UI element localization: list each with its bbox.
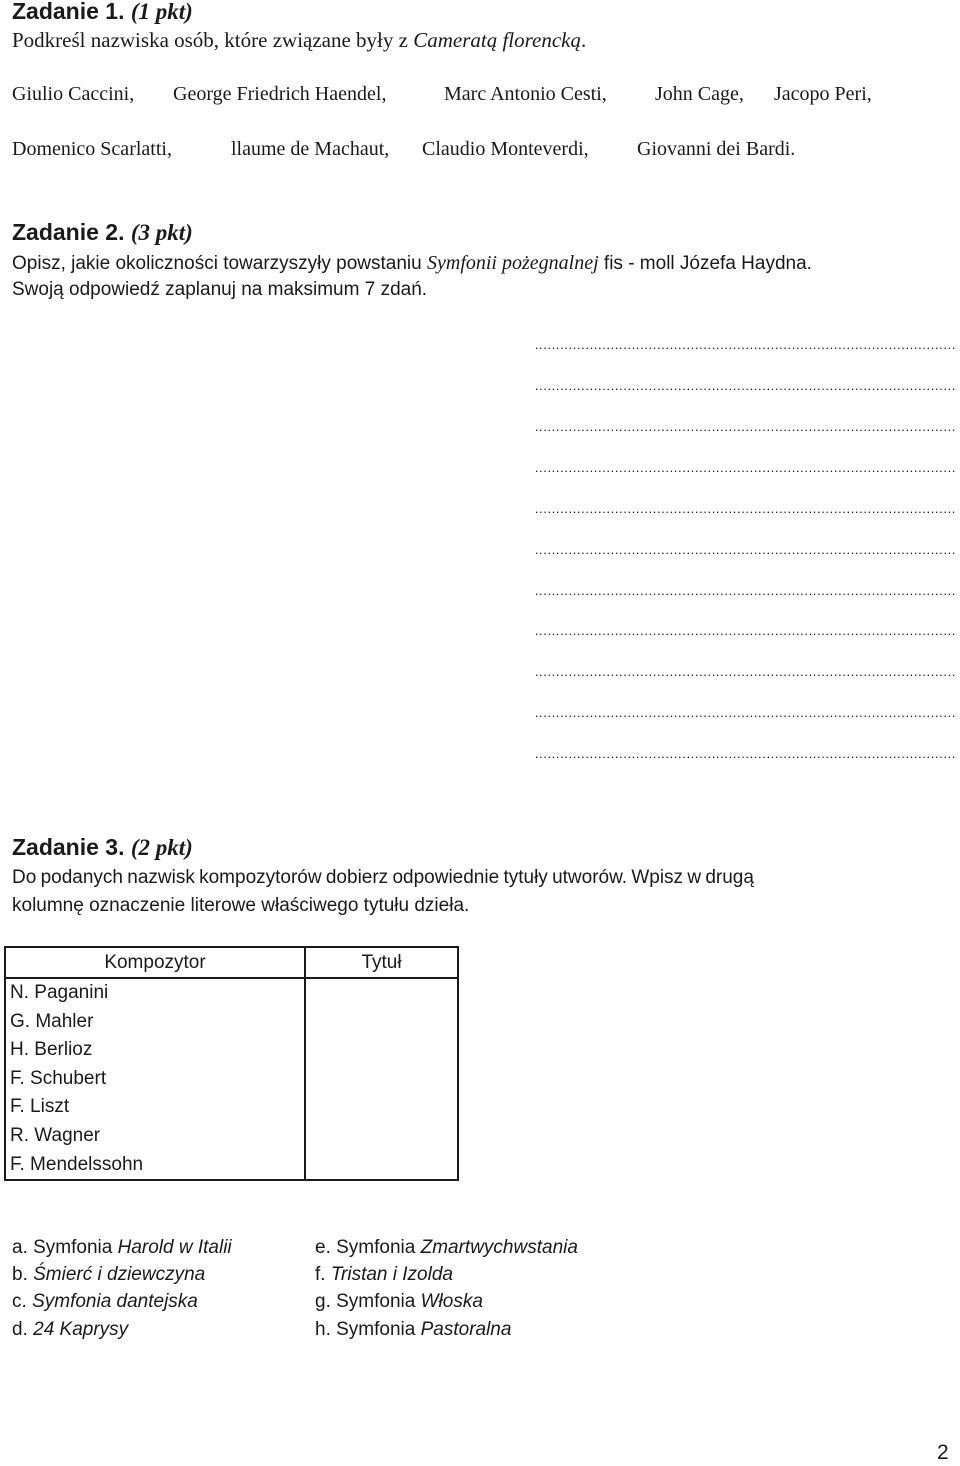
option-c bbox=[12, 1291, 198, 1313]
answer-line[interactable]: .................................................................................................... bbox=[534, 583, 956, 598]
composer-name: F. Schubert bbox=[10, 1067, 107, 1089]
task3-line2: kolumnę oznaczenie literowe właściwego tytułu dzieła. bbox=[12, 895, 470, 916]
composer-name: R. Wagner bbox=[10, 1124, 101, 1146]
task1-instruction-a: Podkreśl nazwiska osób, które związane były z bbox=[12, 28, 414, 52]
composer-name: G. Mahler bbox=[10, 1010, 94, 1032]
task2-heading-label: Zadanie 2. bbox=[12, 219, 125, 245]
option-title: Włoska bbox=[420, 1291, 483, 1312]
task1-instruction bbox=[12, 28, 586, 53]
task1-points: (1 pkt) bbox=[130, 0, 193, 24]
name-item[interactable]: Giovanni dei Bardi. bbox=[637, 138, 796, 160]
option-prefix: e. Symfonia bbox=[315, 1237, 421, 1258]
task3-line1: Do podanych nazwisk kompozytorów dobierz odpowiednie tytuły utworów. Wpisz w drugą bbox=[12, 867, 754, 888]
composer-name: H. Berlioz bbox=[10, 1039, 93, 1061]
option-g bbox=[315, 1291, 483, 1313]
answer-line[interactable]: .................................................................................................... bbox=[534, 378, 956, 393]
name-item[interactable]: Marc Antonio Cesti, bbox=[444, 83, 607, 105]
name-item[interactable]: Claudio Monteverdi, bbox=[422, 138, 589, 160]
name-item[interactable]: Giulio Caccini, bbox=[12, 83, 135, 105]
answer-line[interactable]: .................................................................................................... bbox=[534, 705, 956, 720]
name-item[interactable]: llaume de Machaut, bbox=[231, 138, 390, 160]
task3-heading bbox=[12, 834, 193, 861]
task1-heading-label: Zadanie 1. bbox=[12, 0, 125, 24]
table-body-row bbox=[5, 978, 458, 1180]
task1-instruction-b: Cameratą florencką bbox=[413, 28, 581, 52]
answer-line[interactable]: .................................................................................................... bbox=[534, 542, 956, 557]
option-prefix: d. bbox=[12, 1319, 34, 1340]
option-prefix: c. bbox=[12, 1291, 33, 1312]
table-header-row bbox=[5, 947, 458, 978]
option-title: Harold w Italii bbox=[117, 1237, 232, 1258]
option-h bbox=[315, 1319, 511, 1341]
option-title: Pastoralna bbox=[420, 1319, 512, 1340]
name-item[interactable]: Domenico Scarlatti, bbox=[12, 138, 172, 160]
option-prefix: b. bbox=[12, 1264, 34, 1285]
answer-line[interactable]: .................................................................................................... bbox=[534, 501, 956, 516]
task3-heading-label: Zadanie 3. bbox=[12, 834, 125, 860]
option-title: 24 Kaprysy bbox=[33, 1319, 129, 1340]
composer-name: F. Mendelssohn bbox=[10, 1153, 144, 1175]
task2-line2: Swoją odpowiedź zaplanuj na maksimum 7 zdań. bbox=[12, 279, 428, 300]
task1-heading bbox=[12, 0, 193, 25]
answer-line[interactable]: .................................................................................................... bbox=[534, 337, 956, 352]
composer-name: F. Liszt bbox=[10, 1096, 70, 1118]
answer-line[interactable]: .................................................................................................... bbox=[534, 460, 956, 475]
name-item[interactable]: George Friedrich Haendel, bbox=[173, 83, 387, 105]
title-column-header bbox=[305, 947, 458, 978]
task2-line1 bbox=[12, 252, 812, 275]
task3-points: (2 pkt) bbox=[130, 835, 193, 860]
composer-list-cell bbox=[5, 978, 305, 1180]
option-title: Śmierć i dziewczyna bbox=[33, 1264, 206, 1285]
option-title: Symfonia dantejska bbox=[32, 1291, 198, 1312]
task1-instruction-c: . bbox=[581, 28, 587, 52]
option-prefix: f. bbox=[315, 1264, 331, 1285]
option-title: Zmartwychwstania bbox=[420, 1237, 578, 1258]
task2-points: (3 pkt) bbox=[130, 220, 193, 245]
name-item[interactable]: Jacopo Peri, bbox=[774, 83, 872, 105]
composer-header-label: Kompozytor bbox=[104, 952, 206, 973]
composer-name: N. Paganini bbox=[10, 982, 109, 1003]
option-prefix: a. Symfonia bbox=[12, 1237, 118, 1258]
title-header-label: Tytuł bbox=[361, 952, 402, 973]
task2-line1-c: fis - moll Józefa Haydna. bbox=[598, 253, 812, 274]
task2-line1-a: Opisz, jakie okoliczności towarzyszyły powstaniu bbox=[12, 253, 427, 274]
option-d bbox=[12, 1319, 128, 1341]
option-b bbox=[12, 1264, 205, 1286]
answer-line[interactable]: .................................................................................................... bbox=[534, 746, 956, 761]
title-answer-cell[interactable] bbox=[305, 978, 458, 1180]
page-number: 2 bbox=[937, 1441, 949, 1464]
option-e bbox=[315, 1237, 578, 1259]
option-prefix: g. Symfonia bbox=[315, 1291, 421, 1312]
composer-column-header bbox=[5, 947, 305, 978]
answer-line[interactable]: .................................................................................................... bbox=[534, 623, 956, 638]
matching-table bbox=[4, 946, 459, 1181]
task2-line1-b: Symfonii pożegnalnej bbox=[427, 252, 599, 274]
answer-line[interactable]: .................................................................................................... bbox=[534, 664, 956, 679]
name-item[interactable]: John Cage, bbox=[655, 83, 744, 105]
answer-line[interactable]: .................................................................................................... bbox=[534, 419, 956, 434]
option-f bbox=[315, 1264, 453, 1286]
task2-heading bbox=[12, 219, 193, 246]
option-prefix: h. Symfonia bbox=[315, 1319, 421, 1340]
option-title: Tristan i Izolda bbox=[330, 1264, 453, 1285]
option-a bbox=[12, 1237, 232, 1259]
